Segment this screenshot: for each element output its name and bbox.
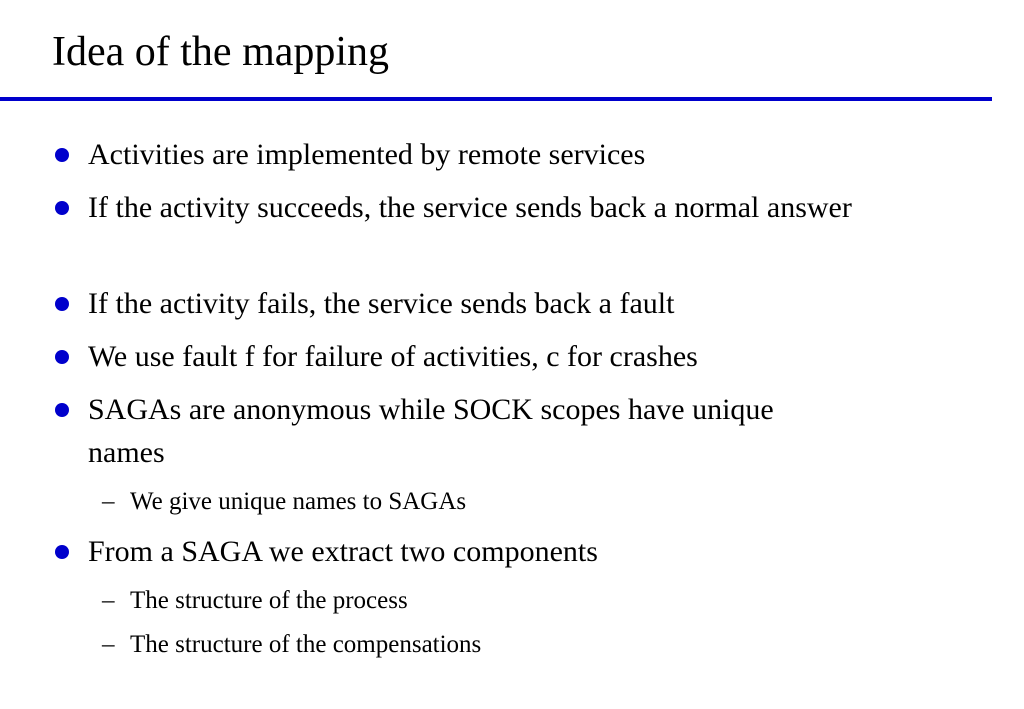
bullet-text: From a SAGA we extract two components xyxy=(88,535,598,568)
sub-bullet-text: The structure of the process xyxy=(130,587,408,614)
bullet-dot-icon xyxy=(55,148,69,162)
sub-bullet-item xyxy=(102,629,930,661)
bullet-item xyxy=(88,133,948,176)
bullet-item xyxy=(88,388,848,474)
bullet-text: If the activity succeeds, the service sends back a normal answer xyxy=(88,191,852,224)
bullet-item xyxy=(88,530,948,573)
dash-marker: – xyxy=(102,631,115,658)
sub-bullet-item xyxy=(102,585,930,617)
bullet-dot-icon xyxy=(55,297,69,311)
bullet-dot-icon xyxy=(55,403,69,417)
bullet-text: We use fault f for failure of activities, c for crashes xyxy=(88,340,698,373)
bullet-item xyxy=(88,335,948,378)
sub-bullet-text: We give unique names to SAGAs xyxy=(130,488,467,515)
bullet-dot-icon xyxy=(55,545,69,559)
bullet-dot-icon xyxy=(55,201,69,215)
bullet-text: Activities are implemented by remote services xyxy=(88,138,646,171)
sub-bullet-item xyxy=(102,486,930,518)
dash-marker: – xyxy=(102,587,115,614)
bullet-item xyxy=(88,186,948,229)
bullet-text: SAGAs are anonymous while SOCK scopes have unique names xyxy=(88,393,774,469)
bullet-text: If the activity fails, the service sends back a fault xyxy=(88,287,675,320)
bullet-item xyxy=(88,282,948,325)
bullet-dot-icon xyxy=(55,350,69,364)
slide-title: Idea of the mapping xyxy=(52,29,390,75)
dash-marker: – xyxy=(102,488,115,515)
sub-bullet-text: The structure of the compensations xyxy=(130,631,482,658)
